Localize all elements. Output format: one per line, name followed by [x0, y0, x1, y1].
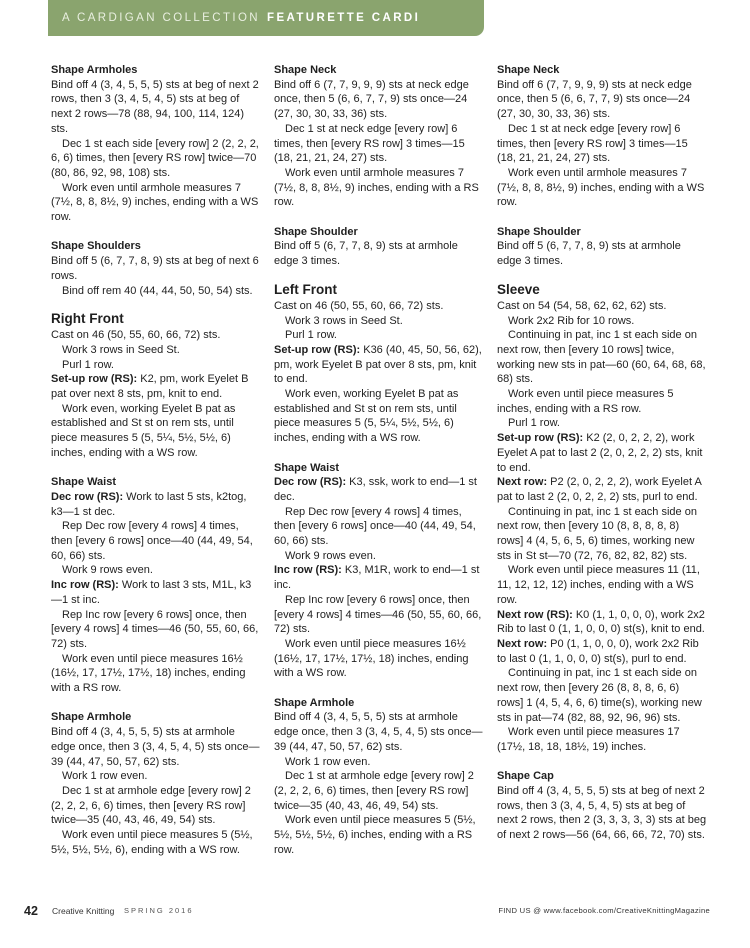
- instruction-paragraph: Work even, working Eyelet B pat as established and St st on rem sts, until piece measures 5 (5, 5¼, 5½, 5½, 6) inches, ending with a WS row.: [274, 388, 459, 445]
- instruction-paragraph: Dec 1 st at neck edge [every row] 6 times, then [every RS row] 3 times—15 (18, 21, 21, 24, 27) sts.: [274, 122, 465, 165]
- instruction-paragraph: Work 9 rows even.: [62, 564, 153, 577]
- instruction-paragraph: Work 1 row even.: [285, 755, 371, 768]
- page-number: 42: [24, 904, 38, 918]
- instruction-paragraph: Cast on 46 (50, 55, 60, 66, 72) sts.: [274, 299, 444, 312]
- instruction-paragraph: Dec 1 st at armhole edge [every row] 2 (2, 2, 2, 6, 6) times, then [every RS row] twice—35 (40, 43, 46, 49, 54) sts.: [274, 770, 474, 812]
- row-label: Dec row (RS):: [274, 476, 347, 489]
- instruction-paragraph: [497, 608, 707, 637]
- magazine-name: Creative Knitting: [52, 906, 115, 916]
- instruction-paragraph: Purl 1 row.: [285, 329, 337, 342]
- instruction-text: K36 (40, 45, 50, 56, 62), pm, work Eyelet B pat over 8 sts, pm, knit to end.: [274, 343, 482, 386]
- collection-label: A CARDIGAN COLLECTION: [62, 12, 261, 24]
- instruction-paragraph: Work 3 rows in Seed St.: [62, 343, 180, 356]
- instruction-paragraph: Rep Dec row [every 4 rows] 4 times, then [every 6 rows] once—40 (44, 49, 54, 60, 66) sts.: [274, 505, 476, 548]
- section-heading: Sleeve: [497, 281, 540, 297]
- instruction-paragraph: Work 3 rows in Seed St.: [285, 314, 403, 327]
- instruction-paragraph: Bind off 4 (3, 4, 5, 5, 5) sts at beg of next 2 rows, then 3 (3, 4, 5, 4, 5) sts at beg of next 2 rows—78 (88, 94, 100, 114, 124) sts.: [51, 78, 259, 135]
- instruction-paragraph: Bind off rem 40 (44, 44, 50, 50, 54) sts.: [62, 284, 253, 297]
- instruction-paragraph: Purl 1 row.: [508, 417, 560, 430]
- instruction-text: K3, M1R, work to end—1 st inc.: [274, 564, 480, 592]
- instruction-text: K2, pm, work Eyelet B pat over next 8 sts, pm, knit to end.: [51, 373, 249, 401]
- row-label: Next row:: [497, 638, 548, 650]
- instruction-paragraph: Work even until piece measures 5 inches, ending with a RS row.: [497, 388, 674, 415]
- instruction-paragraph: Cast on 54 (54, 58, 62, 62, 62) sts.: [497, 299, 667, 312]
- instruction-paragraph: Work even until piece measures 5 (5½, 5½, 5½, 5½, 6) inches, ending with a RS row.: [274, 814, 476, 856]
- instruction-paragraph: Bind off 5 (6, 7, 7, 8, 9) sts at armhole edge 3 times.: [497, 240, 681, 268]
- instruction-paragraph: Work even until piece measures 5 (5½, 5½, 5½, 5½, 6), ending with a WS row.: [51, 829, 253, 856]
- instruction-paragraph: Work 1 row even.: [62, 770, 148, 783]
- instruction-paragraph: Work even until piece measures 17 (17½, 18, 18, 18½, 19) inches.: [497, 726, 680, 753]
- instruction-paragraph: Bind off 4 (3, 4, 5, 5, 5) sts at armhole edge once, then 3 (3, 4, 5, 4, 5) sts once—39 (44, 47, 50, 57, 62) sts.: [274, 711, 483, 753]
- instruction-paragraph: [51, 372, 261, 401]
- issue-season: SPRING 2016: [124, 906, 194, 915]
- instruction-paragraph: Dec 1 st at armhole edge [every row] 2 (2, 2, 2, 6, 6) times, then [every RS row] twice—35 (40, 43, 46, 49, 54) sts.: [51, 785, 251, 827]
- subsection-heading: Shape Neck: [497, 64, 560, 76]
- pattern-column-1: [51, 63, 261, 858]
- subsection-heading: Shape Armhole: [51, 711, 132, 724]
- row-label: Next row:: [497, 476, 548, 489]
- instruction-paragraph: [51, 578, 261, 607]
- row-label: Next row (RS):: [497, 608, 573, 621]
- instruction-paragraph: Work even until piece measures 16½ (16½, 17, 17½, 17½, 18) inches, ending with a RS row.: [51, 652, 246, 695]
- instruction-paragraph: Rep Dec row [every 4 rows] 4 times, then [every 6 rows] once—40 (44, 49, 54, 60, 66) sts.: [51, 520, 253, 562]
- instruction-paragraph: Work even, working Eyelet B pat as established and St st on rem sts, until piece measures 5 (5, 5¼, 5½, 5½, 6) inches, ending with a WS row.: [51, 402, 236, 459]
- instruction-paragraph: Rep Inc row [every 6 rows] once, then [every 4 rows] 4 times—46 (50, 55, 60, 66, 72) sts.: [51, 608, 259, 650]
- section-heading: Left Front: [274, 281, 337, 297]
- subsection-heading: Shape Waist: [51, 476, 116, 489]
- instruction-text: K3, ssk, work to end—1 st dec.: [274, 476, 477, 503]
- section-banner: [48, 0, 484, 36]
- instruction-text: Work to last 3 sts, M1L, k3—1 st inc.: [51, 579, 252, 606]
- instruction-paragraph: Purl 1 row.: [62, 358, 114, 371]
- instruction-paragraph: Rep Inc row [every 6 rows] once, then [every 4 rows] 4 times—46 (50, 55, 60, 66, 72) sts.: [274, 593, 482, 636]
- instruction-paragraph: [497, 637, 707, 666]
- instruction-paragraph: Work even until armhole measures 7 (7½, 8, 8, 8½, 9) inches, ending with a RS row.: [274, 166, 479, 209]
- instruction-paragraph: Work even until armhole measures 7 (7½, 8, 8, 8½, 9) inches, ending with a WS row.: [497, 166, 705, 209]
- instruction-paragraph: Work even until armhole measures 7 (7½, 8, 8, 8½, 9) inches, ending with a WS row.: [51, 181, 259, 224]
- instruction-paragraph: Bind off 4 (3, 4, 5, 5, 5) sts at beg of next 2 rows, then 3 (3, 4, 5, 4, 5) sts at beg of next 2 rows, then 2 (3, 3, 3, 3, 3) sts at beg of next 2 rows—56 (64, 66, 66, 72, 70) sts.: [497, 785, 707, 842]
- instruction-paragraph: [274, 475, 484, 504]
- social-link-text: FIND US @ www.facebook.com/CreativeKnittingMagazine: [498, 906, 710, 915]
- row-label: Inc row (RS):: [51, 579, 119, 592]
- subsection-heading: Shape Shoulder: [497, 225, 581, 238]
- instruction-paragraph: Work 2x2 Rib for 10 rows.: [508, 314, 635, 327]
- instruction-paragraph: [274, 563, 484, 592]
- pattern-column-2: [274, 63, 484, 858]
- pattern-column-3: [497, 63, 707, 843]
- instruction-paragraph: Bind off 6 (7, 7, 9, 9, 9) sts at neck edge once, then 5 (6, 6, 7, 7, 9) sts once—24 (27, 30, 30, 33, 36) sts.: [274, 78, 469, 121]
- section-heading: Right Front: [51, 311, 124, 327]
- row-label: Inc row (RS):: [274, 564, 342, 577]
- instruction-paragraph: [497, 475, 707, 504]
- page-footer: [20, 906, 710, 920]
- instruction-paragraph: Continuing in pat, inc 1 st each side on next row, then [every 26 (8, 8, 8, 6, 6) rows] 1 (4, 5, 4, 6, 6) time(s), working new sts in pat—74 (82, 88, 92, 96, 96) sts.: [497, 667, 702, 724]
- instruction-text: P0 (1, 1, 0, 0, 0), work 2x2 Rib to last 0 (1, 1, 0, 0, 0) st(s), purl to end.: [497, 638, 699, 665]
- instruction-paragraph: Work even until piece measures 11 (11, 11, 12, 12, 12) inches, ending with a WS row.: [497, 564, 700, 606]
- instruction-text: K2 (2, 0, 2, 2, 2), work Eyelet A pat to last 2 (2, 0, 2, 2, 2) sts, knit to end.: [497, 432, 703, 474]
- instruction-text: P2 (2, 0, 2, 2, 2), work Eyelet A pat to last 2 (2, 0, 2, 2, 2) sts, purl to end.: [497, 476, 702, 503]
- featured-title: FEATURETTE CARDI: [267, 12, 421, 24]
- row-label: Set-up row (RS):: [497, 432, 584, 445]
- instruction-text: K0 (1, 1, 0, 0, 0), work 2x2 Rib to last 0 (1, 1, 0, 0, 0) st(s), knit to end.: [497, 608, 705, 636]
- subsection-heading: Shape Cap: [497, 770, 554, 783]
- instruction-paragraph: Work even until piece measures 16½ (16½, 17, 17½, 17½, 18) inches, ending with a WS row.: [274, 637, 469, 680]
- subsection-heading: Shape Waist: [274, 461, 339, 474]
- instruction-paragraph: Work 9 rows even.: [285, 549, 376, 562]
- subsection-heading: Shape Neck: [274, 64, 337, 76]
- instruction-paragraph: Continuing in pat, inc 1 st each side on next row, then [every 10 (8, 8, 8, 8, 8) rows] 4 (4, 5, 6, 5, 6) times, working new sts in St st—70 (72, 76, 82, 82, 82) sts.: [497, 505, 697, 562]
- subsection-heading: Shape Armholes: [51, 64, 138, 76]
- subsection-heading: Shape Shoulder: [274, 225, 358, 238]
- instruction-paragraph: Bind off 5 (6, 7, 7, 8, 9) sts at beg of next 6 rows.: [51, 255, 259, 282]
- subsection-heading: Shape Shoulders: [51, 240, 141, 253]
- instruction-paragraph: Bind off 4 (3, 4, 5, 5, 5) sts at armhole edge once, then 3 (3, 4, 5, 4, 5) sts once—39 (44, 47, 50, 57, 62) sts.: [51, 726, 260, 768]
- row-label: Dec row (RS):: [51, 490, 124, 503]
- instruction-paragraph: Bind off 6 (7, 7, 9, 9, 9) sts at neck edge once, then 5 (6, 6, 7, 7, 9) sts once—24 (27, 30, 30, 33, 36) sts.: [497, 78, 692, 121]
- instruction-paragraph: Cast on 46 (50, 55, 60, 66, 72) sts.: [51, 329, 221, 342]
- instruction-text: Work to last 5 sts, k2tog, k3—1 st dec.: [51, 490, 247, 518]
- instruction-paragraph: Continuing in pat, inc 1 st each side on next row, then [every 10 rows] twice, working new sts in pat—60 (60, 64, 68, 68, 68) sts.: [497, 329, 706, 386]
- instruction-paragraph: Bind off 5 (6, 7, 7, 8, 9) sts at armhole edge 3 times.: [274, 240, 458, 268]
- instruction-paragraph: [51, 490, 261, 519]
- instruction-paragraph: Dec 1 st at neck edge [every row] 6 times, then [every RS row] 3 times—15 (18, 21, 21, 24, 27) sts.: [497, 122, 688, 165]
- row-label: Set-up row (RS):: [51, 373, 138, 386]
- instruction-paragraph: [274, 343, 484, 387]
- instruction-paragraph: [497, 431, 707, 475]
- instruction-paragraph: Dec 1 st each side [every row] 2 (2, 2, 2, 6, 6) times, then [every RS row] twice—70 (80, 86, 92, 98, 108) sts.: [51, 137, 259, 179]
- subsection-heading: Shape Armhole: [274, 696, 355, 709]
- row-label: Set-up row (RS):: [274, 343, 361, 356]
